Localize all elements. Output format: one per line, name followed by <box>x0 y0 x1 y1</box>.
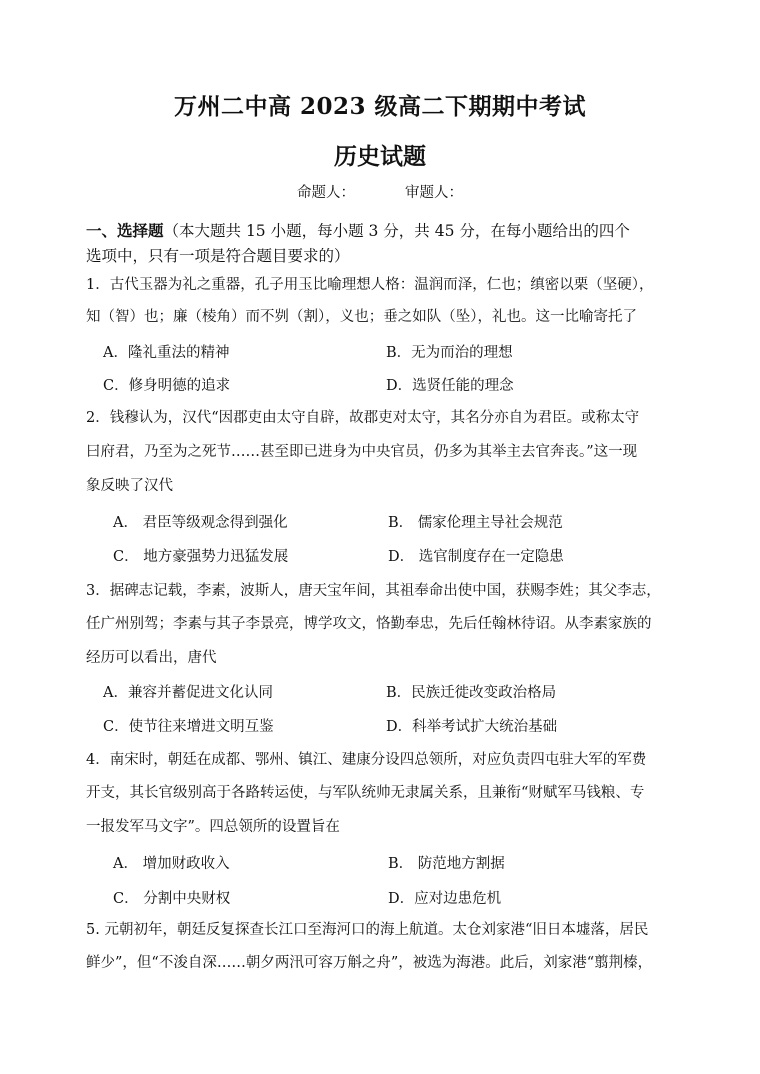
question-4-line-3: 一报发军马文字”。四总领所的设置旨在 <box>86 819 340 835</box>
question-3-line-1: 3．据碑志记载，李素，波斯人，唐天宝年间，其祖奉命出使中国，获赐李姓；其父李志， <box>86 583 661 599</box>
question-2-line-1: 2．钱穆认为，汉代“因郡吏由太守自辟，故郡吏对太守，其名分亦自为君臣。或称太守 <box>86 410 640 426</box>
question-4-option-c: C． 分割中央财权 <box>113 891 231 907</box>
section-instruction-2: 选项中，只有一项是符合题目要求的） <box>86 247 350 265</box>
question-3-option-d: D．科举考试扩大统治基础 <box>386 719 558 735</box>
question-4-option-d: D．应对边患危机 <box>388 891 502 907</box>
setter-label: 命题人： <box>297 185 355 201</box>
question-5-line-2: 鲜少”，但“不浚自深……朝夕两汛可容万斛之舟”，被选为海港。此后，刘家港“翦荆榛， <box>86 955 653 971</box>
question-4-option-a: A． 增加财政收入 <box>113 856 230 872</box>
question-2-option-b: B． 儒家伦理主导社会规范 <box>388 515 563 531</box>
exam-title: 万州二中高 2023 级高二下期期中考试 <box>173 93 587 120</box>
question-3-line-2: 任广州别驾；李素与其子李景亮，博学攻文，恪勤奉忠，先后任翰林待诏。从李素家族的 <box>86 616 652 632</box>
exam-subtitle: 历史试题 <box>334 143 426 170</box>
question-2-option-c: C． 地方豪强势力迅猛发展 <box>113 549 289 565</box>
question-1-option-a: A．隆礼重法的精神 <box>103 345 230 361</box>
reviewer-label: 审题人： <box>405 185 463 201</box>
question-4-option-b: B． 防范地方割据 <box>388 856 505 872</box>
question-2-line-2: 曰府君，乃至为之死节……甚至即已进身为中央官员，仍多为其举主去官奔丧。”这一现 <box>86 444 638 460</box>
question-4-line-1: 4．南宋时，朝廷在成都、鄂州、镇江、建康分设四总领所，对应负责四屯驻大军的军费 <box>86 752 647 768</box>
section-heading: 一、选择题 <box>86 221 164 240</box>
question-5-line-1: 5. 元朝初年，朝廷反复探查长江口至海河口的海上航道。太仓刘家港“旧日本墟落，居民 <box>86 922 649 938</box>
question-3-option-c: C．使节往来增进文明互鉴 <box>103 719 274 735</box>
question-1-line-1: 1．古代玉器为礼之重器，孔子用玉比喻理想人格：温润而泽，仁也；缜密以栗（坚硬）， <box>86 277 654 293</box>
section-instruction-1: （本大题共 15 小题，每小题 3 分，共 45 分，在每小题给出的四个 <box>163 222 630 240</box>
question-3-option-b: B．民族迁徙改变政治格局 <box>386 685 557 701</box>
question-2-option-d: D． 选官制度存在一定隐患 <box>388 549 564 565</box>
question-1-option-b: B．无为而治的理想 <box>386 345 513 361</box>
author-line <box>0 181 760 202</box>
question-3-option-a: A．兼容并蓄促进文化认同 <box>103 685 273 701</box>
question-2-line-3: 象反映了汉代 <box>86 478 173 494</box>
question-3-line-3: 经历可以看出，唐代 <box>86 650 217 666</box>
section-heading-line <box>86 221 686 241</box>
question-1-option-c: C．修身明德的追求 <box>103 378 231 394</box>
question-1-option-d: D．选贤任能的理念 <box>386 378 514 394</box>
question-1-line-2: 知（智）也；廉（棱角）而不刿（割），义也；垂之如队（坠），礼也。这一比喻寄托了 <box>86 309 637 325</box>
question-2-option-a: A． 君臣等级观念得到强化 <box>113 515 288 531</box>
question-4-line-2: 开支，其长官级别高于各路转运使，与军队统帅无隶属关系，且兼衔“财赋军马钱粮、专 <box>86 785 645 801</box>
